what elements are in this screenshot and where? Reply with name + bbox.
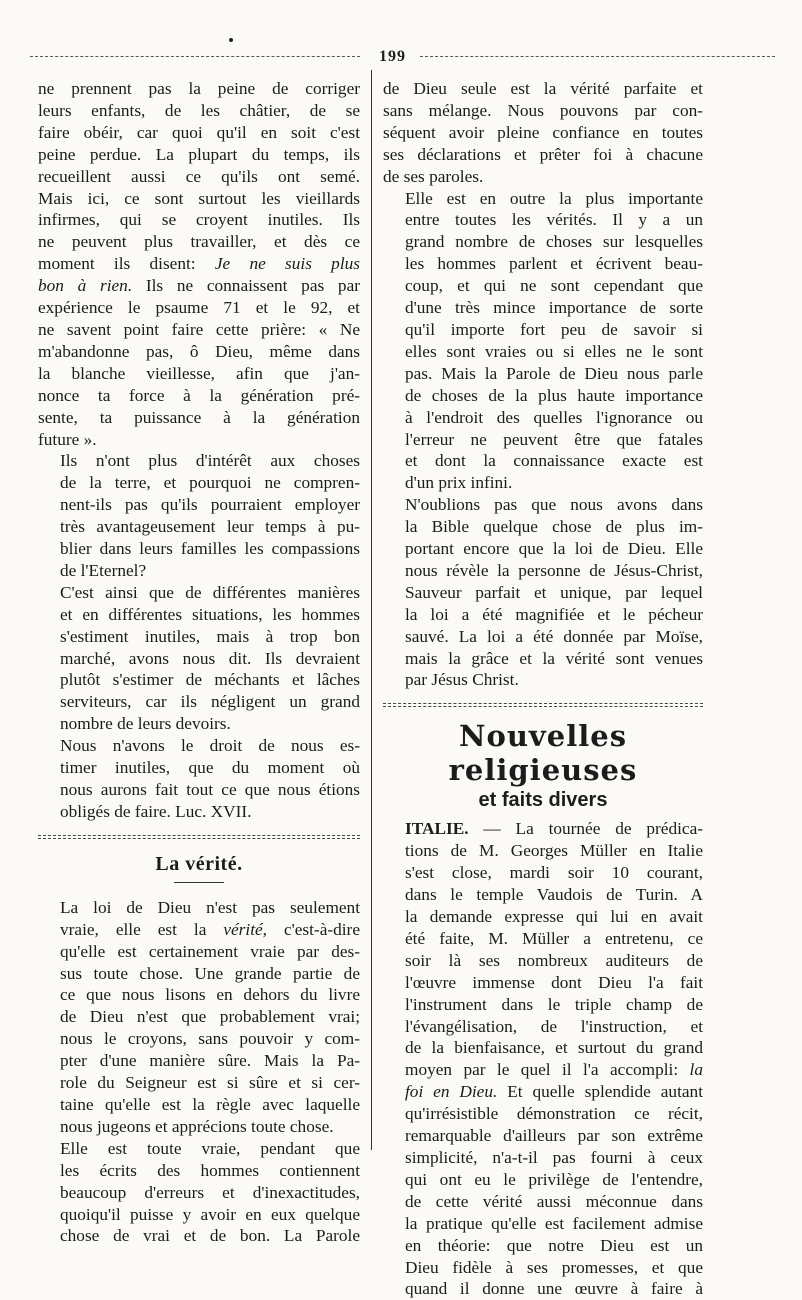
- text-line: de choses de la plus haute importance: [405, 385, 703, 405]
- ink-dot: [229, 38, 233, 42]
- text-line: infirmes, qui se croyent inutiles. Ils: [38, 210, 360, 230]
- paragraph: [38, 735, 360, 823]
- text-line: [38, 919, 360, 941]
- text-line: sauvé. La loi a été donnée par Moïse,: [405, 626, 703, 646]
- text-line: sente, ta puissance à la génération: [38, 407, 360, 427]
- text-line: Dieu fidèle à ses promesses, et que: [405, 1257, 703, 1277]
- text-line: marché, avons nous dit. Ils devraient: [60, 648, 360, 668]
- text-line: [383, 818, 703, 840]
- text-line: expérience le psaume 71 et le 92, et: [38, 298, 360, 318]
- text-line: soir là ses nombreux auditeurs de: [405, 950, 703, 970]
- text-line: ne peuvent plus travailler, et dès ce: [38, 232, 360, 252]
- text-run: vraie, elle est la: [60, 919, 224, 939]
- text-line: qu'irrésistible démonstration ce récit,: [405, 1104, 703, 1124]
- text-run: Et quelle splendide autant: [497, 1082, 703, 1102]
- page-number: 199: [379, 48, 406, 65]
- header-rule-right: [420, 56, 775, 63]
- section-separator: [383, 703, 703, 707]
- text-line: l'instrument dans le triple champ de: [405, 994, 703, 1014]
- text-line: faire obéir, car quoi qu'il en soit c'est: [38, 122, 360, 142]
- text-line: très avantageusement leur temps à pu-: [60, 517, 360, 537]
- text-line: ne savent point faire cette prière: « Ne: [38, 319, 360, 339]
- text-line: pas. Mais la Parole de Dieu nous parle: [405, 363, 703, 383]
- left-column: [38, 78, 360, 1247]
- text-line: Mais ici, ce sont surtout les vieillards: [38, 188, 360, 208]
- italic-quote: Je ne suis plus: [214, 254, 360, 274]
- text-line: C'est ainsi que de différentes manières: [60, 582, 360, 602]
- text-run: — La tournée de prédica-: [468, 819, 703, 839]
- text-line: [383, 1081, 703, 1103]
- text-line: chose de vrai et de bon. La Parole: [60, 1226, 360, 1246]
- text-line: et dont la connaissance exacte est: [405, 451, 703, 471]
- text-line: la Bible quelque chose de plus im-: [405, 517, 703, 537]
- text-line: future ».: [38, 429, 97, 449]
- text-line: [38, 275, 360, 297]
- text-line: pter d'une manière sûre. Mais la Pa-: [60, 1051, 360, 1071]
- text-line: timer inutiles, que du moment où: [60, 758, 360, 778]
- text-line: grand nombre de choses sur lesquelles: [405, 232, 703, 252]
- text-line: elles sont vraies ou si elles ne le sont: [405, 341, 703, 361]
- news-section-subtitle: et faits divers: [478, 789, 608, 812]
- page-header: [30, 48, 775, 68]
- text-line: sans mélange. Nous pouvons par con-: [383, 100, 703, 120]
- italic-quote: bon à rien.: [38, 276, 133, 296]
- text-line: ses déclarations et prêter foi à chacune: [383, 144, 703, 164]
- text-line: de Dieu seule est la vérité parfaite et: [383, 79, 703, 98]
- paragraph-continued: [38, 78, 360, 450]
- text-line: la demande expresse qui lui en avait: [405, 907, 703, 926]
- text-line: s'est close, mardi soir 10 courant,: [405, 863, 703, 883]
- text-line: qui ont eu le privilège de l'entendre,: [405, 1169, 703, 1189]
- text-line: d'un prix infini.: [405, 473, 513, 493]
- text-line: plutôt s'estimer de méchants et lâches: [60, 670, 360, 690]
- text-run: moment ils disent:: [38, 254, 215, 274]
- text-line: nombre de leurs devoirs.: [60, 714, 231, 734]
- text-run: , c'est-à-dire: [262, 919, 360, 939]
- column-divider: [371, 70, 372, 1150]
- text-line: remarquable d'ailleurs par son extrême: [405, 1126, 703, 1146]
- paragraph: [38, 450, 360, 581]
- text-line: mais la grâce et la vérité sont venues: [405, 648, 703, 668]
- text-line: leurs enfants, de les châtier, de se: [38, 100, 360, 120]
- text-line: entre toutes les vérités. Il y a un: [405, 210, 703, 230]
- text-line: [38, 253, 360, 275]
- text-line: taine qu'elle est la règle avec laquelle: [60, 1094, 360, 1114]
- italic-word: vérité: [223, 919, 263, 939]
- text-line: et en différentes situations, les hommes: [60, 604, 360, 624]
- right-column: [383, 78, 703, 1300]
- italic-quote: la: [689, 1060, 703, 1080]
- text-line: de la bienfaisance, et surtout du grand: [405, 1038, 703, 1058]
- text-line: tions de M. Georges Müller en Italie: [405, 841, 703, 861]
- text-line: blier dans leurs familles les compassions: [60, 539, 360, 559]
- text-line: l'œuvre immense dont Dieu l'a fait: [405, 972, 703, 992]
- text-line: ne prennent pas la peine de corriger: [38, 79, 360, 98]
- text-line: la pratique qu'elle est facilement admise: [405, 1213, 703, 1233]
- text-line: dans le temple Vaudois de Turin. A: [405, 885, 703, 905]
- text-line: l'erreur ne peuvent être que fatales: [405, 429, 703, 449]
- text-line: Ils n'ont plus d'intérêt aux choses: [60, 451, 360, 471]
- text-line: beaucoup d'erreurs et d'inexactitudes,: [60, 1182, 360, 1202]
- title-rule: [174, 882, 224, 883]
- paragraph: [383, 188, 703, 495]
- text-line: nonce ta force à la génération pré-: [38, 385, 360, 405]
- text-line: ce que nous lisons en dehors du livre: [60, 985, 360, 1005]
- text-line: été faite, M. Müller a entretenu, ce: [405, 928, 703, 948]
- text-line: par Jésus Christ.: [405, 670, 519, 690]
- article-title: La vérité.: [155, 852, 243, 875]
- text-line: role du Seigneur est si sûre et si cer-: [60, 1073, 360, 1093]
- text-line: simplicité, n'a-t-il pas fourni à ceux: [405, 1147, 703, 1167]
- text-line: Elle est en outre la plus importante: [405, 188, 703, 208]
- text-line: portant encore que la loi de Dieu. Elle: [405, 539, 703, 559]
- text-line: la blanche vieillesse, afin que j'an-: [38, 363, 360, 383]
- text-line: nous jugeons et apprécions toute chose.: [60, 1116, 334, 1136]
- paragraph-continued: [383, 78, 703, 188]
- text-line: les écrits des hommes contiennent: [60, 1160, 360, 1180]
- text-line: Sauveur parfait et unique, par lequel: [405, 582, 703, 602]
- text-line: nent-ils pas qu'ils pourraient employer: [60, 495, 360, 515]
- text-line: nous révèle la personne de Jésus-Christ,: [405, 560, 703, 580]
- text-line: de ses paroles.: [383, 166, 484, 186]
- text-line: nous le croyons, sans pouvoir y com-: [60, 1029, 360, 1049]
- text-line: m'abandonne pas, ô Dieu, même dans: [38, 341, 360, 361]
- text-line: N'oublions pas que nous avons dans: [405, 495, 703, 515]
- text-line: s'estiment inutiles, mais à trop bon: [60, 626, 360, 646]
- text-line: les hommes parlent et écrivent beau-: [405, 254, 703, 274]
- text-line: La loi de Dieu n'est pas seulement: [60, 897, 360, 917]
- text-line: qu'il importe fort peu de savoir si: [405, 319, 703, 339]
- header-rule-left: [30, 56, 360, 63]
- italic-quote: foi en Dieu.: [405, 1082, 498, 1102]
- text-line: sus toute chose. Une grande partie de: [60, 963, 360, 983]
- section-separator: [38, 835, 360, 839]
- text-line: coup, et qui ne sont cependant que: [405, 276, 703, 296]
- text-line: à l'endroit des quelles l'ignorance ou: [405, 407, 703, 427]
- text-line: quand il donne une œuvre à faire à: [405, 1279, 703, 1299]
- text-line: nous aurons fait tout ce que nous étions: [60, 780, 360, 799]
- paragraph: [38, 1138, 360, 1248]
- paragraph: [383, 494, 703, 691]
- text-run: moyen par le quel il l'a accompli:: [405, 1060, 690, 1080]
- text-run: Ils ne connaissent pas par: [132, 276, 360, 296]
- text-line: Nous n'avons le droit de nous es-: [60, 736, 360, 756]
- text-line: quoiqu'il puisse y avoir en eux quelque: [60, 1204, 360, 1224]
- text-line: recueillent aussi ce qu'ils ont semé.: [38, 166, 360, 186]
- text-line: la loi a été magnifiée et le pécheur: [405, 604, 703, 624]
- text-line: [383, 1059, 703, 1081]
- news-item: [383, 818, 703, 1300]
- paragraph: [38, 582, 360, 735]
- text-line: de la terre, et pourquoi ne compren-: [60, 473, 360, 493]
- text-line: séquent avoir pleine confiance en toutes: [383, 122, 703, 142]
- text-line: de l'Eternel?: [60, 560, 147, 580]
- text-line: peine perdue. La plupart du temps, ils: [38, 144, 360, 164]
- text-line: de cette vérité aussi méconnue dans: [405, 1191, 703, 1211]
- paragraph: [38, 897, 360, 1138]
- news-location-label: ITALIE.: [405, 819, 469, 839]
- text-line: qu'elle est certainement vraie par des-: [60, 941, 360, 961]
- text-line: de Dieu n'est que probablement vrai;: [60, 1007, 360, 1027]
- news-section-title: Nouvelles religieuses: [448, 719, 638, 788]
- text-line: l'évangélisation, de l'instruction, et: [405, 1016, 703, 1036]
- text-line: Elle est toute vraie, pendant que: [60, 1138, 360, 1158]
- text-line: serviteurs, car ils négligent un grand: [60, 692, 360, 712]
- text-line: en théorie: que notre Dieu est un: [405, 1235, 703, 1255]
- text-line: d'une très mince importance de sorte: [405, 298, 703, 318]
- text-line: obligés de faire. Luc. XVII.: [60, 801, 252, 821]
